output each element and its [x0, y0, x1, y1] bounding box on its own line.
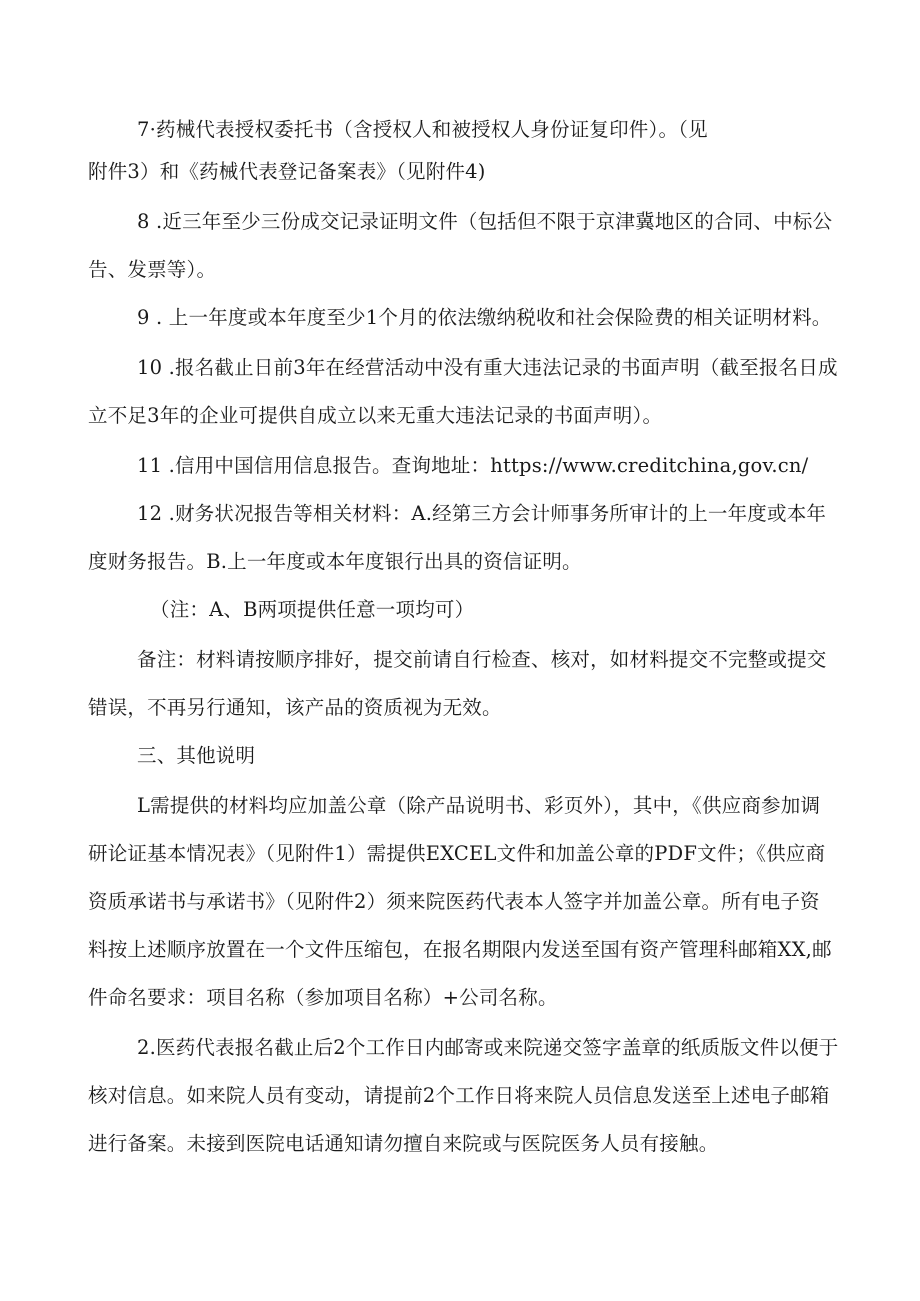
text-line-other1-b: 研论证基本情况表》（见附件1）需提供EXCEL文件和加盖公章的PDF文件；《供应商: [88, 842, 826, 865]
text-line-note: （注：A、B两项提供任意一项均可）: [150, 598, 475, 621]
text-line-item12-a: 12 .财务状况报告等相关材料：A.经第三方会计师事务所审计的上一年度或本年: [137, 502, 827, 525]
text-line-other1-c: 资质承诺书与承诺书》（见附件2）须来院医药代表本人签字并加盖公章。所有电子资: [88, 890, 820, 913]
section-heading-other: 三、其他说明: [137, 744, 256, 767]
text-line-item9: 9 . 上一年度或本年度至少1个月的依法缴纳税收和社会保险费的相关证明材料。: [137, 306, 832, 329]
text-line-remark-a: 备注：材料请按顺序排好，提交前请自行检查、核对，如材料提交不完整或提交: [137, 648, 827, 671]
text-line-other2-a: 2.医药代表报名截止后2个工作日内邮寄或来院递交签字盖章的纸质版文件以便于: [137, 1036, 839, 1059]
text-line-other1-d: 料按上述顺序放置在一个文件压缩包，在报名期限内发送至国有资产管理科邮箱XX,邮: [88, 938, 832, 961]
text-line-item10-b: 立不足3年的企业可提供自成立以来无重大违法记录的书面声明）。: [88, 404, 663, 427]
text-line-other1-a: L需提供的材料均应加盖公章（除产品说明书、彩页外），其中，《供应商参加调: [137, 794, 821, 817]
text-line-item7-a: 7·药械代表授权委托书（含授权人和被授权人身份证复印件）。（见: [137, 118, 708, 141]
text-line-item8-a: 8 .近三年至少三份成交记录证明文件（包括但不限于京津冀地区的合同、中标公: [137, 210, 833, 233]
text-line-other2-b: 核对信息。如来院人员有变动，请提前2个工作日将来院人员信息发送至上述电子邮箱: [88, 1084, 830, 1107]
text-line-item12-b: 度财务报告。B.上一年度或本年度银行出具的资信证明。: [88, 550, 582, 573]
text-line-remark-b: 错误，不再另行通知，该产品的资质视为无效。: [88, 696, 502, 719]
text-line-other2-c: 进行备案。未接到医院电话通知请勿擅自来院或与医院医务人员有接触。: [88, 1132, 719, 1155]
text-line-item10-a: 10 .报名截止日前3年在经营活动中没有重大违法记录的书面声明（截至报名日成: [137, 356, 838, 379]
text-line-other1-e: 件命名要求：项目名称（参加项目名称）+公司名称。: [88, 986, 558, 1009]
text-line-item11: 11 .信用中国信用信息报告。查询地址：https://www.creditchina,gov.cn/: [137, 454, 809, 477]
text-line-item8-b: 告、发票等）。: [88, 258, 217, 281]
text-line-item7-b: 附件3）和《药械代表登记备案表》（见附件4): [88, 160, 486, 183]
